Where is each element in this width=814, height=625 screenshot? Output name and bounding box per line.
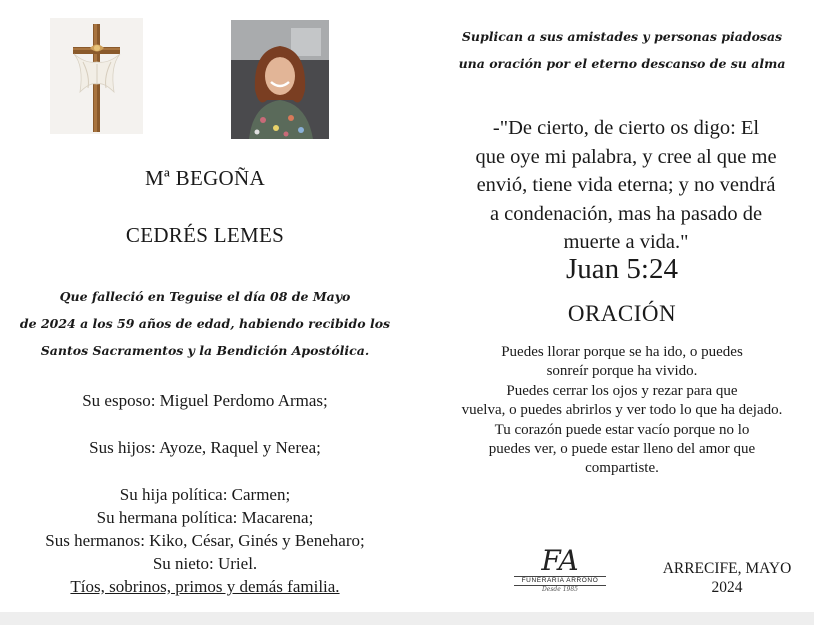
- prayer-line: Puedes llorar porque se ha ido, o puedes: [501, 344, 743, 360]
- death-notice: [0, 283, 410, 364]
- place-line: ARRECIFE, MAYO: [662, 560, 792, 577]
- death-notice-line: Santos Sacramentos y la Bendición Apostólica.: [40, 343, 370, 358]
- verse-line: que oye mi palabra, y cree al que me: [475, 145, 777, 168]
- family-line: Su hermana política: Macarena;: [96, 508, 314, 527]
- plea-line: Suplican a sus amistades y personas piadosas: [461, 29, 783, 44]
- place-date: [650, 559, 804, 597]
- deceased-first-name: Mª BEGOÑA: [145, 166, 265, 190]
- death-notice-line: de 2024 a los 59 años de edad, habiendo recibido los: [19, 316, 391, 331]
- prayer-line: vuelva, o puedes abrirlos y ver todo lo que ha dejado.: [461, 402, 783, 419]
- verse-reference: Juan 5:24: [566, 253, 678, 285]
- children-line: Sus hijos: Ayoze, Raquel y Nerea;: [89, 438, 321, 457]
- prayer-line: puedes ver, o puede estar lleno del amor que: [488, 441, 756, 458]
- prayer-line: Puedes cerrar los ojos y rezar para que: [506, 382, 738, 399]
- logo-tagline: Desde 1985: [541, 586, 578, 593]
- cross-icon: [50, 18, 143, 134]
- deceased-photo: [231, 20, 329, 139]
- spouse-line: Su esposo: Miguel Perdomo Armas;: [82, 391, 328, 410]
- family-list: [0, 483, 410, 598]
- cross-image: [50, 18, 143, 134]
- verse-line: a condenación, mas ha pasado de: [489, 202, 763, 225]
- relatives-line: Tíos, sobrinos, primos y demás familia.: [70, 577, 340, 596]
- family-line: Su nieto: Uriel.: [152, 554, 258, 573]
- verse-line: -"De cierto, de cierto os digo: El: [492, 117, 760, 139]
- portrait-image: [231, 20, 329, 139]
- family-line: Sus hermanos: Kiko, César, Ginés y Beneharo;: [45, 531, 365, 550]
- plea-text: [430, 23, 814, 77]
- verse-line: muerte a vida.": [563, 231, 689, 253]
- logo-monogram: FA: [541, 544, 579, 577]
- verse-line: envió, tiene vida eterna; y no vendrá: [476, 174, 776, 196]
- deceased-surname: CEDRÉS LEMES: [125, 223, 285, 247]
- year-line: 2024: [711, 579, 743, 596]
- plea-line: una oración por el eterno descanso de su alma: [458, 56, 786, 71]
- logo-name: FUNERARIA ARRONO: [514, 576, 606, 586]
- family-line: Su hija política: Carmen;: [119, 485, 291, 504]
- bottom-band: [0, 612, 814, 625]
- prayer-line: compartiste.: [585, 460, 659, 477]
- bible-verse: [438, 114, 814, 257]
- funeral-home-logo: [510, 546, 610, 598]
- prayer-line: Tu corazón puede estar vacío porque no lo: [494, 421, 750, 438]
- prayer-text: [430, 343, 814, 479]
- prayer-line: sonreír porque ha vivido.: [546, 363, 698, 380]
- prayer-title: ORACIÓN: [567, 301, 677, 326]
- death-notice-line: Que falleció en Teguise el día 08 de Mayo: [59, 289, 351, 304]
